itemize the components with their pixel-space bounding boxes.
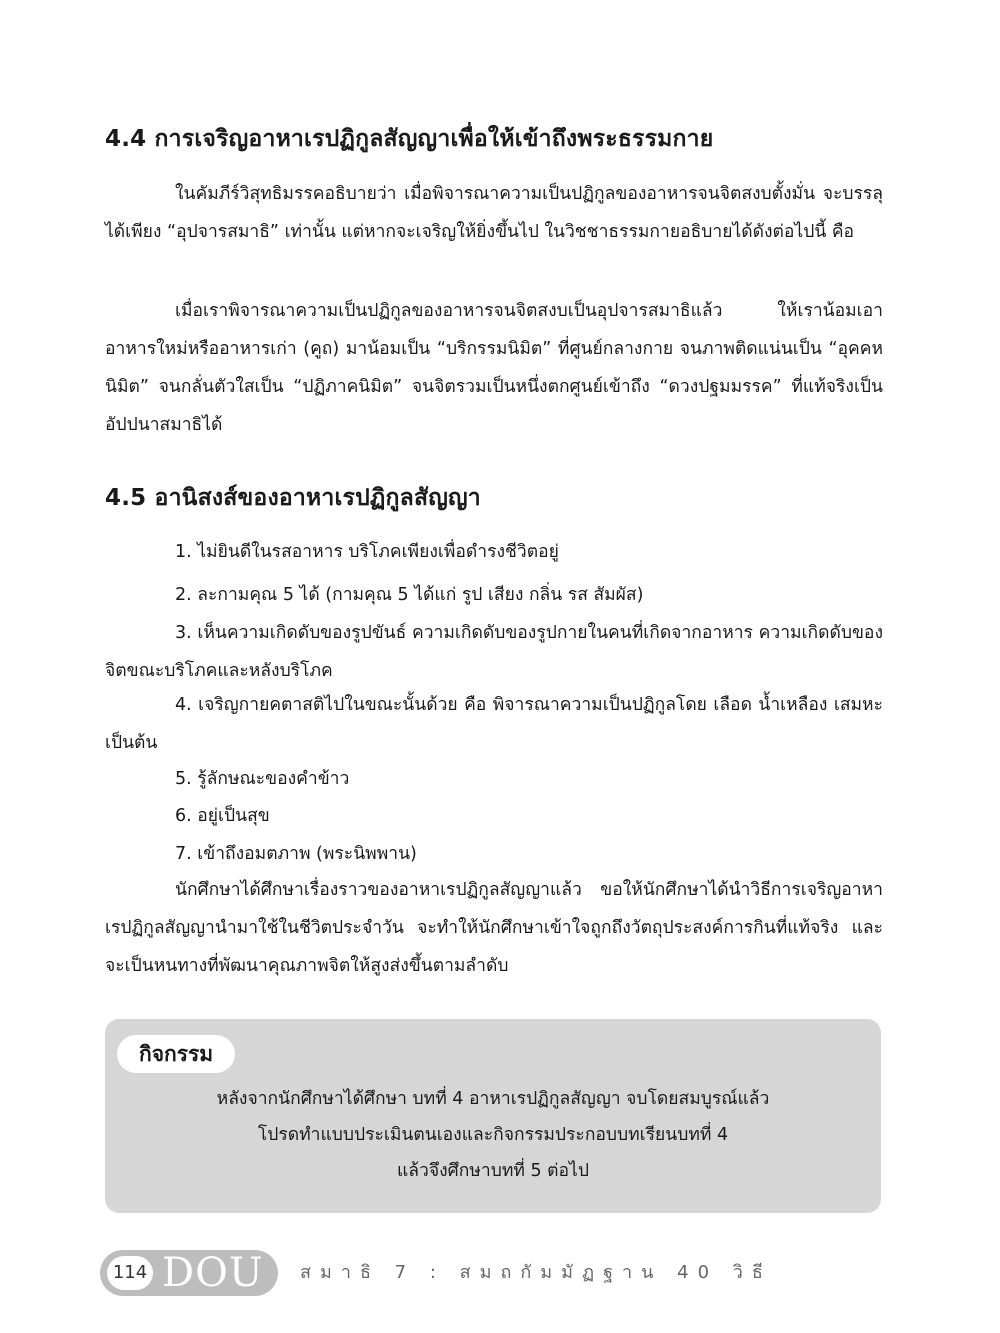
benefit-item-6: 6. อยู่เป็นสุข — [175, 806, 270, 826]
activity-box — [105, 1019, 881, 1213]
section-4-4-heading: 4.4 การเจริญอาหาเรปฏิกูลสัญญาเพื่อให้เข้าถึงพระธรรมกาย — [105, 126, 714, 152]
benefit-item-7: 7. เข้าถึงอมตภาพ (พระนิพพาน) — [175, 844, 417, 864]
section-4-5-closing: นักศึกษาได้ศึกษาเรื่องราวของอาหาเรปฏิกูลสัญญาแล้ว ขอให้นักศึกษาได้นำวิธีการเจริญอาหาเรปฏิกูลสัญญานำมาใช้ในชีวิตประจำวัน จะทำให้นักศึกษาเข้าใจถูกถึงวัตถุประสงค์การกินที่แท้จริง และจะเป็นหนทางที่พัฒนาคุณภาพจิตให้สูงส่งขึ้นตามลำดับ — [105, 880, 883, 976]
footer-badge — [100, 1250, 278, 1296]
section-4-4-paragraph-2: เมื่อเราพิจารณาความเป็นปฏิกูลของอาหารจนจิตสงบเป็นอุปจารสมาธิแล้ว ให้เราน้อมเอาอาหารใหม่หรืออาหารเก่า (คูถ) มาน้อมเป็น “บริกรรมนิมิต” ที่ศูนย์กลางกาย จนภาพติดแน่นเป็น “อุคคหนิมิต” จนกลั่นตัวใสเป็น “ปฏิภาคนิมิต” จนจิตรวมเป็นหนึ่งตกศูนย์เข้าถึง “ดวงปฐมมรรค” ที่แท้จริงเป็นอัปปนาสมาธิได้ — [105, 301, 883, 435]
benefit-item-1: 1. ไม่ยินดีในรสอาหาร บริโภคเพียงเพื่อดำรงชีวิตอยู่ — [175, 542, 559, 562]
book-title: สมาธิ 7 : สมถกัมมัฏฐาน 40 วิธี — [300, 1262, 772, 1283]
activity-line-2: โปรดทำแบบประเมินตนเองและกิจกรรมประกอบบทเรียนบทที่ 4 — [257, 1125, 729, 1145]
activity-label: กิจกรรม — [117, 1035, 235, 1073]
benefit-item-3: 3. เห็นความเกิดดับของรูปขันธ์ ความเกิดดับของรูปกายในคนที่เกิดจากอาหาร ความเกิดดับของจิตขณะบริโภคและหลังบริโภค — [105, 623, 883, 681]
page-number: 114 — [107, 1256, 153, 1290]
page-footer — [100, 1250, 980, 1296]
activity-text — [105, 1081, 881, 1189]
activity-line-3: แล้วจึงศึกษาบทที่ 5 ต่อไป — [397, 1161, 589, 1181]
benefit-item-5: 5. รู้ลักษณะของคำข้าว — [175, 769, 350, 789]
benefit-item-4: 4. เจริญกายคตาสติไปในขณะนั้นด้วย คือ พิจารณาความเป็นปฏิกูลโดย เลือด น้ำเหลือง เสมหะ เป็นต้น — [105, 695, 883, 753]
section-4-5-heading: 4.5 อานิสงส์ของอาหาเรปฏิกูลสัญญา — [105, 485, 481, 511]
section-4-4-paragraph-1: ในคัมภีร์วิสุทธิมรรคอธิบายว่า เมื่อพิจารณาความเป็นปฏิกูลของอาหารจนจิตสงบตั้งมั่น จะบรรลุได้เพียง “อุปจารสมาธิ” เท่านั้น แต่หากจะเจริญให้ยิ่งขึ้นไป ในวิชชาธรรมกายอธิบายได้ดังต่อไปนี้ คือ — [105, 184, 883, 242]
dou-logo: DOU — [162, 1250, 264, 1296]
benefit-item-2: 2. ละกามคุณ 5 ได้ (กามคุณ 5 ได้แก่ รูป เสียง กลิ่น รส สัมผัส) — [175, 585, 644, 605]
activity-line-1: หลังจากนักศึกษาได้ศึกษา บทที่ 4 อาหาเรปฏิกูลสัญญา จบโดยสมบูรณ์แล้ว — [216, 1089, 770, 1109]
